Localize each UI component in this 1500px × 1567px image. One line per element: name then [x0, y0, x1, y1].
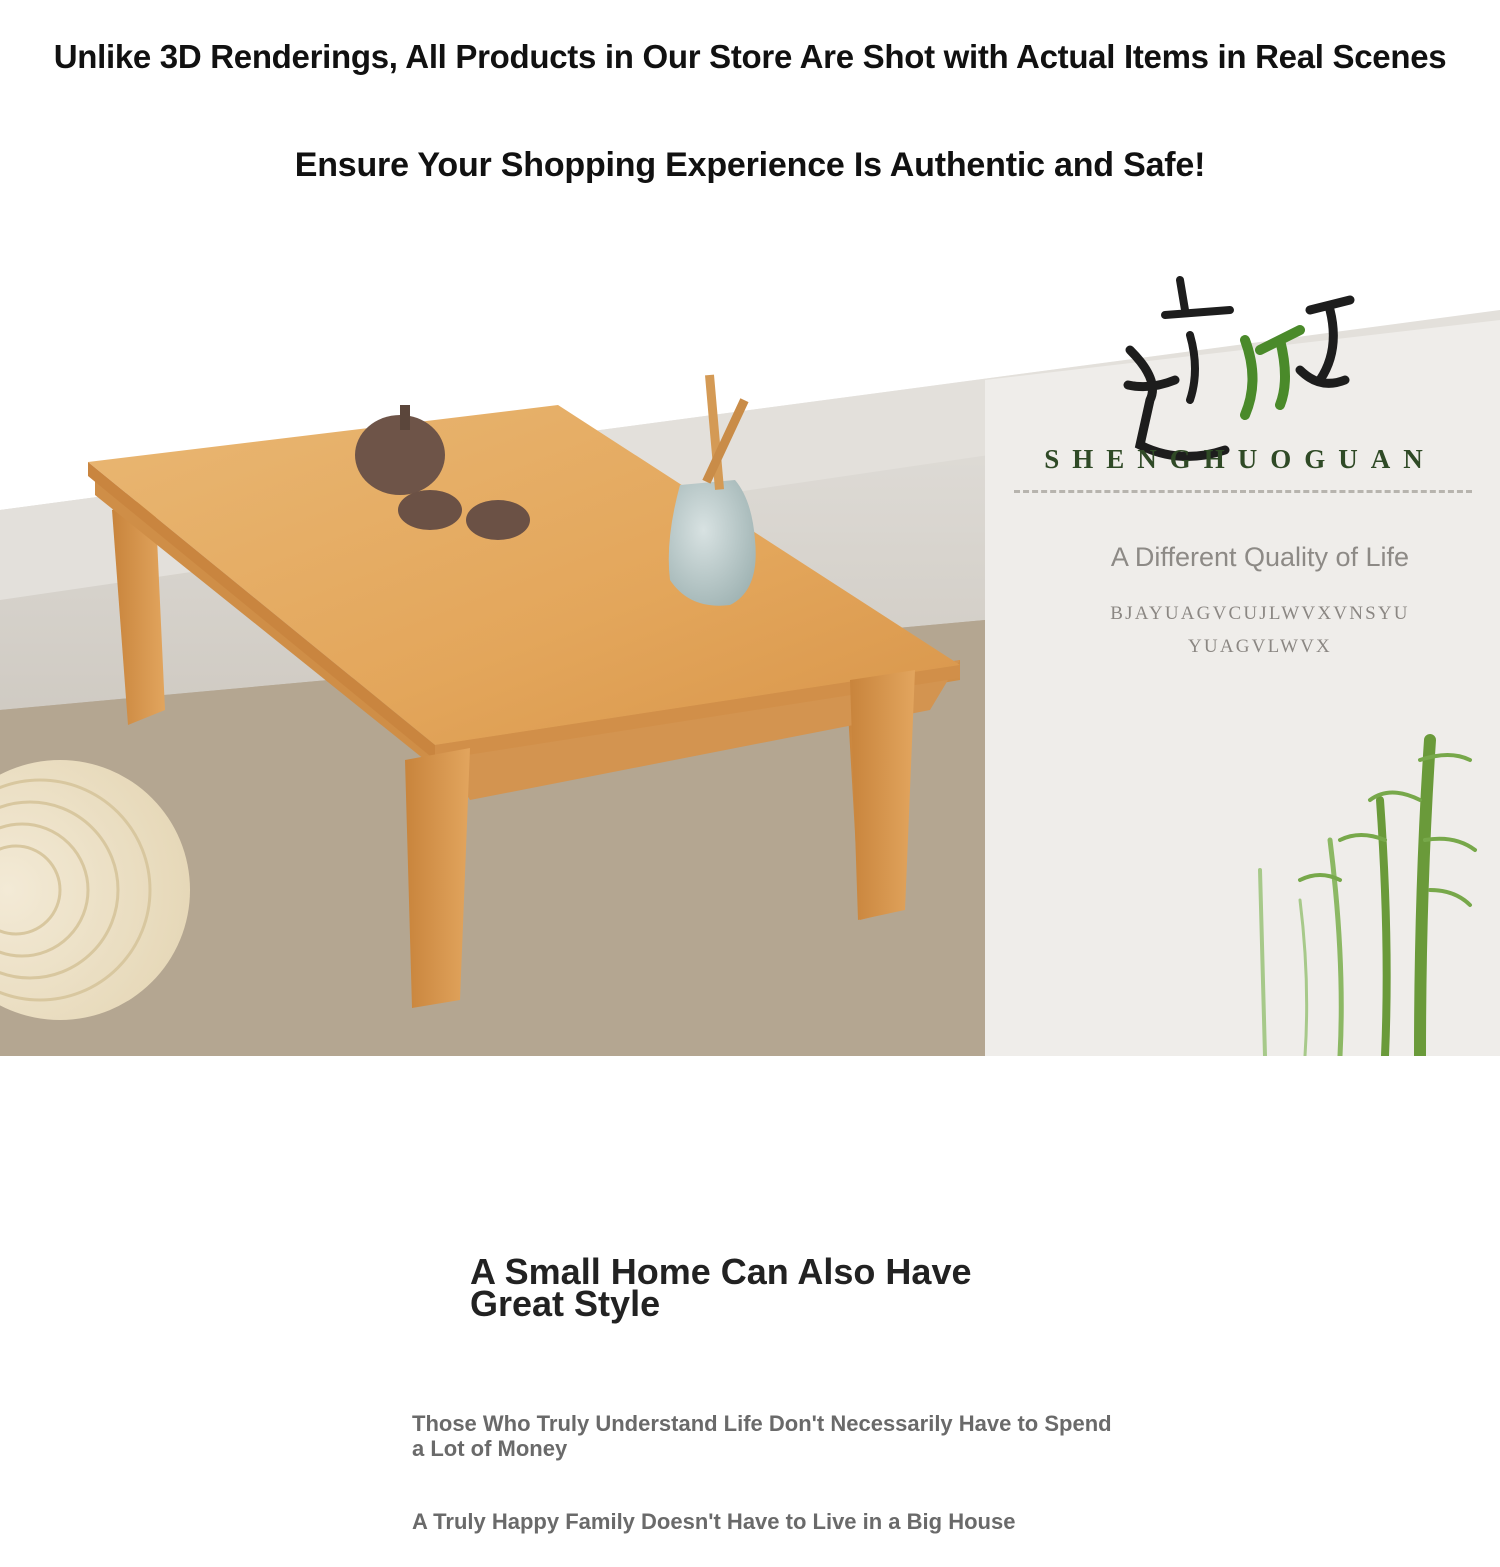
brand-slogan: A Different Quality of Life: [1110, 542, 1410, 572]
brand-code-line: BJAYUAGVCUJLWVXVNSYU: [1110, 603, 1410, 624]
banner-subheadline: Ensure Your Shopping Experience Is Authentic and Safe!: [294, 146, 1206, 184]
section-title: A Small Home Can Also Have Great Style: [470, 1251, 972, 1324]
section-tagline: A Truly Happy Family Doesn't Have to Live in a Big House: [412, 1509, 1016, 1534]
banner-headline: Unlike 3D Renderings, All Products in Our Store Are Shot with Actual Items in Real Scenes: [53, 38, 1447, 75]
brand-divider: [1014, 490, 1472, 493]
brand-code-line: YUAGVLWVX: [1188, 636, 1332, 657]
brand-name: SHENGHUOGUAN: [1044, 444, 1436, 474]
section-tagline: Those Who Truly Understand Life Don't Necessarily Have to Spend a Lot of Money: [412, 1411, 1112, 1461]
hero-product-photo: [0, 240, 1500, 1056]
